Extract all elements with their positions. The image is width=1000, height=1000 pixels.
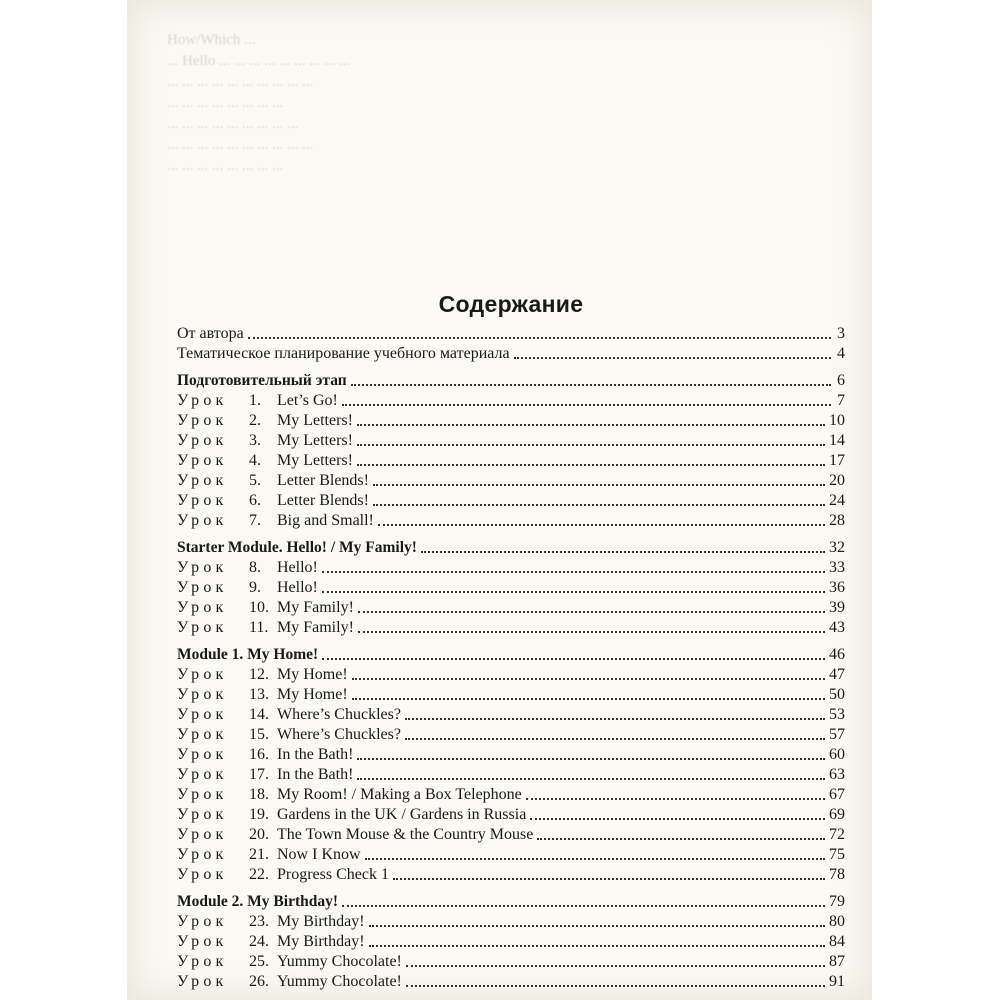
page-number: 50 — [829, 686, 845, 703]
dot-leader — [357, 758, 825, 760]
dot-leader — [357, 424, 825, 426]
toc-entry-label — [177, 765, 353, 785]
toc-entry-label — [177, 685, 348, 705]
toc-entry-label — [177, 391, 338, 411]
page-number: 6 — [837, 372, 845, 389]
toc-entry — [177, 825, 845, 845]
lesson-word: Урок — [177, 953, 228, 970]
toc-entry — [177, 558, 845, 578]
lesson-title: In the Bath! — [277, 746, 354, 763]
lesson-word: Урок — [177, 706, 228, 723]
dot-leader — [357, 778, 825, 780]
toc-entry-label: Тематическое планирование учебного материала — [177, 345, 510, 362]
toc-entry-label — [177, 491, 369, 511]
toc-entry — [177, 578, 845, 598]
lesson-number: 21. — [249, 846, 269, 863]
toc-entry-label — [177, 618, 354, 638]
toc-entry-label — [177, 805, 526, 825]
page-number: 33 — [829, 559, 845, 576]
page-number: 24 — [829, 492, 845, 509]
toc-entry — [177, 471, 845, 491]
page-number: 84 — [829, 933, 845, 950]
page-number: 14 — [829, 432, 845, 449]
page-title: Содержание — [438, 291, 584, 317]
toc-entry-label: Подготовительный этап — [177, 372, 347, 389]
toc-entry — [177, 685, 845, 705]
toc-entry-label: Module 1. My Home! — [177, 646, 319, 663]
toc-section-entry — [177, 538, 845, 558]
lesson-number: 6. — [249, 492, 261, 509]
toc-entry — [177, 511, 845, 531]
dot-leader — [405, 738, 825, 740]
lesson-word: Урок — [177, 846, 228, 863]
lesson-number: 8. — [249, 559, 261, 576]
dot-leader — [342, 905, 825, 907]
lesson-word: Урок — [177, 392, 228, 409]
dot-leader — [373, 504, 825, 506]
lesson-title: Letter Blends! — [277, 492, 369, 509]
toc-entry — [177, 845, 845, 865]
lesson-number: 7. — [249, 512, 261, 529]
lesson-title: My Room! / Making a Box Telephone — [277, 786, 522, 803]
page-number: 3 — [837, 325, 845, 342]
lesson-word: Урок — [177, 826, 228, 843]
toc-entry — [177, 952, 845, 972]
lesson-title: Yummy Chocolate! — [277, 973, 402, 990]
dot-leader — [351, 384, 831, 386]
toc-entry-label — [177, 431, 353, 451]
dot-leader — [406, 965, 825, 967]
toc-entry-label — [177, 558, 318, 578]
lesson-title: Now I Know — [277, 846, 361, 863]
dot-leader — [530, 818, 825, 820]
toc-entry — [177, 972, 845, 992]
lesson-word: Урок — [177, 866, 228, 883]
lesson-title: Gardens in the UK / Gardens in Russia — [277, 806, 527, 823]
toc-entry-label — [177, 845, 361, 865]
page-number: 63 — [829, 766, 845, 783]
toc-entry-label — [177, 952, 402, 972]
lesson-title: My Family! — [277, 619, 354, 636]
page-number: 20 — [829, 472, 845, 489]
toc-entry-label — [177, 705, 401, 725]
toc-entry-label: От автора — [177, 325, 244, 342]
dot-leader — [358, 611, 825, 613]
bleed-through-text — [167, 30, 847, 177]
lesson-word: Урок — [177, 806, 228, 823]
lesson-number: 9. — [249, 579, 261, 596]
toc-entry — [177, 431, 845, 451]
toc-entry — [177, 932, 845, 952]
lesson-number: 24. — [249, 933, 269, 950]
dot-leader — [378, 524, 825, 526]
toc-entry — [177, 451, 845, 471]
lesson-title: My Letters! — [277, 432, 353, 449]
bleed-through-line: ... ... ... ... ... ... ... ... — [167, 95, 284, 111]
lesson-number: 1. — [249, 392, 261, 409]
toc-entry-label — [177, 865, 389, 885]
dot-leader — [357, 444, 825, 446]
bleed-through-line: ... ... ... ... ... ... ... ... — [167, 158, 284, 174]
dot-leader — [248, 337, 831, 339]
dot-leader — [352, 678, 825, 680]
lesson-word: Урок — [177, 726, 228, 743]
dot-leader — [322, 591, 825, 593]
lesson-title: My Letters! — [277, 452, 353, 469]
lesson-number: 17. — [249, 766, 269, 783]
lesson-word: Урок — [177, 432, 228, 449]
page-number: 4 — [837, 345, 845, 362]
dot-leader — [357, 464, 825, 466]
page-number: 7 — [837, 392, 845, 409]
lesson-word: Урок — [177, 786, 228, 803]
lesson-number: 26. — [249, 973, 269, 990]
toc-entry — [177, 912, 845, 932]
toc-entry — [177, 665, 845, 685]
toc-entry-label — [177, 598, 354, 618]
toc-entry — [177, 491, 845, 511]
lesson-number: 19. — [249, 806, 269, 823]
dot-leader — [405, 718, 825, 720]
lesson-word: Урок — [177, 746, 228, 763]
page-number: 75 — [829, 846, 845, 863]
lesson-title: Progress Check 1 — [277, 866, 389, 883]
dot-leader — [406, 985, 825, 987]
lesson-title: Hello! — [277, 559, 318, 576]
lesson-title: Yummy Chocolate! — [277, 953, 402, 970]
toc-entry-label — [177, 451, 353, 471]
page-number: 57 — [829, 726, 845, 743]
page-number: 78 — [829, 866, 845, 883]
lesson-word: Урок — [177, 512, 228, 529]
toc-entry — [177, 745, 845, 765]
lesson-number: 3. — [249, 432, 261, 449]
toc-entry-label — [177, 745, 353, 765]
toc-entry-label — [177, 578, 318, 598]
dot-leader — [322, 658, 825, 660]
dot-leader — [393, 878, 825, 880]
lesson-word: Урок — [177, 472, 228, 489]
lesson-word: Урок — [177, 492, 228, 509]
page-number: 91 — [829, 973, 845, 990]
toc-entry — [177, 411, 845, 431]
lesson-number: 16. — [249, 746, 269, 763]
toc-entry-label: Starter Module. Hello! / My Family! — [177, 539, 417, 556]
toc-entry — [177, 785, 845, 805]
toc-entry-label — [177, 511, 374, 531]
lesson-title: The Town Mouse & the Country Mouse — [277, 826, 534, 843]
lesson-number: 11. — [249, 619, 269, 636]
lesson-word: Урок — [177, 452, 228, 469]
toc-entry — [177, 618, 845, 638]
toc-entry — [177, 391, 845, 411]
page-number: 46 — [829, 646, 845, 663]
page-number: 53 — [829, 706, 845, 723]
lesson-number: 14. — [249, 706, 269, 723]
lesson-number: 10. — [249, 599, 269, 616]
lesson-title: My Birthday! — [277, 913, 365, 930]
toc-entry — [177, 598, 845, 618]
toc-entry-label: Module 2. My Birthday! — [177, 893, 339, 910]
toc-entry-label — [177, 471, 369, 491]
lesson-title: Big and Small! — [277, 512, 374, 529]
page-number: 72 — [829, 826, 845, 843]
bleed-through-line: How/Which ... — [167, 32, 256, 48]
lesson-word: Урок — [177, 579, 228, 596]
book-page — [127, 0, 872, 1000]
page-number: 60 — [829, 746, 845, 763]
lesson-number: 15. — [249, 726, 269, 743]
page-number: 80 — [829, 913, 845, 930]
page-number: 79 — [829, 893, 845, 910]
page-number: 67 — [829, 786, 845, 803]
toc-entry — [177, 725, 845, 745]
page-number: 39 — [829, 599, 845, 616]
lesson-number: 2. — [249, 412, 261, 429]
page-number: 36 — [829, 579, 845, 596]
toc-entry-label — [177, 912, 365, 932]
toc-entry — [177, 765, 845, 785]
toc-entry-label — [177, 785, 522, 805]
dot-leader — [526, 798, 825, 800]
toc-entry-label — [177, 411, 353, 431]
dot-leader — [537, 838, 825, 840]
dot-leader — [514, 357, 831, 359]
bleed-through-line: ... ... ... ... ... ... ... ... ... — [167, 116, 299, 132]
dot-leader — [342, 404, 831, 406]
dot-leader — [358, 631, 825, 633]
lesson-word: Урок — [177, 412, 228, 429]
toc-entry — [177, 344, 845, 364]
dot-leader — [352, 698, 825, 700]
lesson-title: Hello! — [277, 579, 318, 596]
lesson-number: 4. — [249, 452, 261, 469]
lesson-number: 20. — [249, 826, 269, 843]
lesson-word: Урок — [177, 559, 228, 576]
lesson-word: Урок — [177, 666, 228, 683]
page-number: 32 — [829, 539, 845, 556]
bleed-through-line: ... ... ... ... ... ... ... ... ... ... — [167, 137, 314, 153]
lesson-title: Where’s Chuckles? — [277, 726, 401, 743]
page-number: 28 — [829, 512, 845, 529]
lesson-title: Where’s Chuckles? — [277, 706, 401, 723]
toc-entry-label — [177, 932, 365, 952]
bleed-through-line: ... Hello ... ... ... ... ... ... ... ... ... — [167, 53, 351, 69]
lesson-number: 18. — [249, 786, 269, 803]
lesson-word: Урок — [177, 973, 228, 990]
toc-section-entry — [177, 645, 845, 665]
dot-leader — [365, 858, 825, 860]
toc-section-entry — [177, 892, 845, 912]
lesson-title: My Family! — [277, 599, 354, 616]
page-number: 43 — [829, 619, 845, 636]
page-number: 87 — [829, 953, 845, 970]
lesson-word: Урок — [177, 686, 228, 703]
lesson-word: Урок — [177, 933, 228, 950]
lesson-title: My Home! — [277, 686, 348, 703]
toc-entry-label — [177, 725, 401, 745]
toc-entry — [177, 865, 845, 885]
lesson-word: Урок — [177, 599, 228, 616]
lesson-title: My Home! — [277, 666, 348, 683]
toc-entry — [177, 324, 845, 344]
lesson-title: Letter Blends! — [277, 472, 369, 489]
lesson-number: 5. — [249, 472, 261, 489]
page-number: 69 — [829, 806, 845, 823]
lesson-number: 12. — [249, 666, 269, 683]
lesson-title: Let’s Go! — [277, 392, 338, 409]
lesson-title: My Letters! — [277, 412, 353, 429]
lesson-number: 25. — [249, 953, 269, 970]
dot-leader — [322, 571, 825, 573]
lesson-number: 22. — [249, 866, 269, 883]
toc-entry — [177, 805, 845, 825]
dot-leader — [369, 925, 825, 927]
toc-section-entry — [177, 371, 845, 391]
toc-entry-label — [177, 665, 348, 685]
lesson-number: 13. — [249, 686, 269, 703]
bleed-through-line: ... ... ... ... ... ... ... ... ... ... — [167, 74, 314, 90]
page-number: 17 — [829, 452, 845, 469]
dot-leader — [369, 945, 825, 947]
lesson-number: 23. — [249, 913, 269, 930]
page-number: 47 — [829, 666, 845, 683]
lesson-word: Урок — [177, 619, 228, 636]
toc-entry — [177, 705, 845, 725]
toc-entry-label — [177, 825, 533, 845]
lesson-word: Урок — [177, 766, 228, 783]
toc-entry-label — [177, 972, 402, 992]
lesson-title: In the Bath! — [277, 766, 354, 783]
dot-leader — [373, 484, 825, 486]
dot-leader — [421, 551, 825, 553]
page-number: 10 — [829, 412, 845, 429]
lesson-title: My Birthday! — [277, 933, 365, 950]
lesson-word: Урок — [177, 913, 228, 930]
